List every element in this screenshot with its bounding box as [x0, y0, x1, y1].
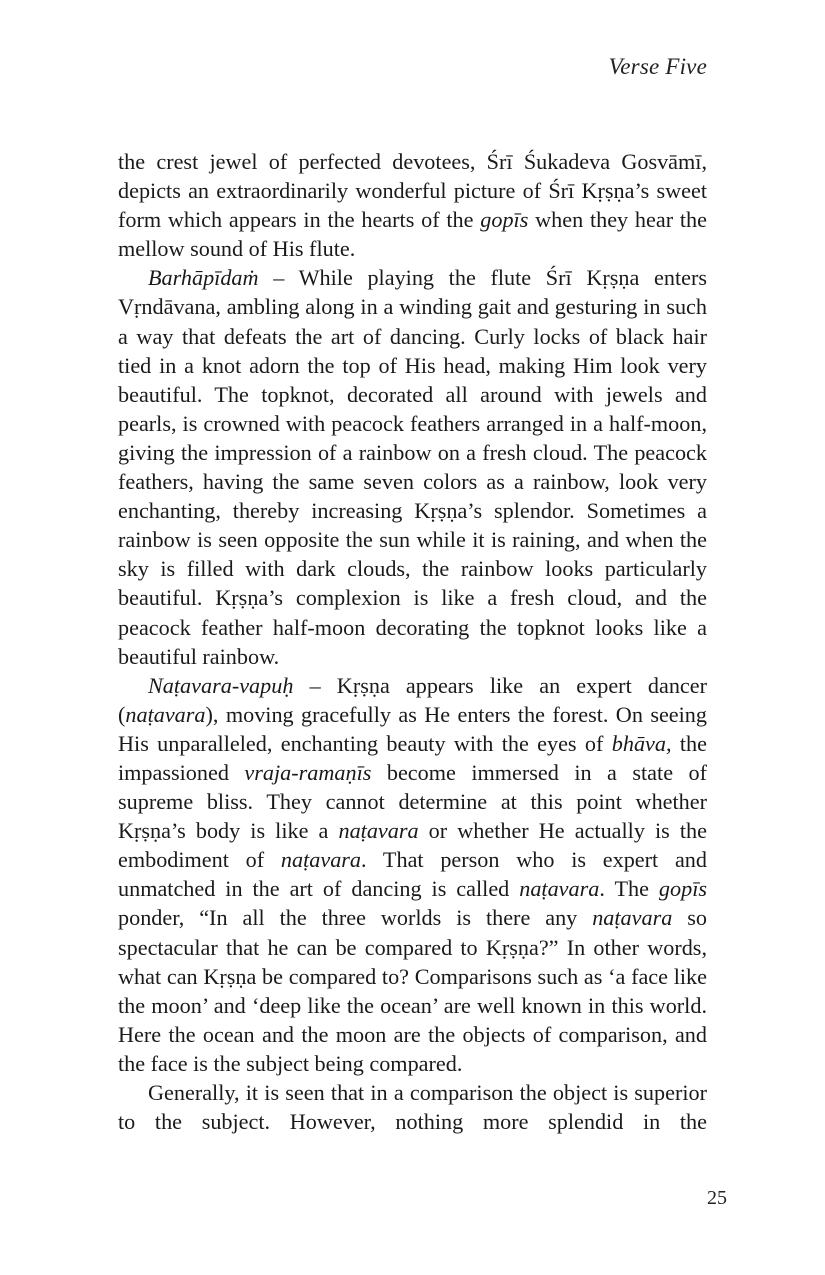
text-run: . That person who is expert and unmatched in the art of dancing is called [118, 847, 707, 902]
paragraph-4 [118, 1078, 707, 1136]
text-run: when they hear the mellow sound of His flute. [118, 207, 707, 262]
italic-term: bhāva, [611, 730, 672, 756]
italic-term: gopīs [480, 207, 529, 233]
text-run: the crest jewel of perfected devotees, Śrī Śukadeva Gosvāmī, depicts an extraordinarily wonderful picture of Śrī Kṛṣṇa’s sweet form which appears in the hearts of the [118, 149, 707, 233]
italic-term: naṭavara [280, 847, 362, 873]
text-run: – While playing the flute Śrī Kṛṣṇa enters Vṛndāvana, ambling along in a winding gait and gesturing in such a way that defeats the art of dancing. Curly locks of black hair tied in a knot adorn the top of His head, making Him look very beautiful. The topknot, decorated all around with jewels and pearls, is crowned with peacock feathers arranged in a half-moon, giving the impression of a rainbow on a fresh cloud. The peacock feathers, having the same seven colors as a rainbow, look very enchanting, thereby increasing Kṛṣṇa’s splendor. Sometimes a rainbow is seen opposite the sun while it is raining, and when the sky is filled with dark clouds, the rainbow looks particularly beautiful. Kṛṣṇa’s complexion is like a fresh cloud, and the peacock feather half-moon decorating the topknot looks like a beautiful rainbow. [118, 265, 707, 669]
italic-term: naṭavara [519, 876, 600, 902]
text-run: . The [599, 876, 659, 902]
text-run: ), moving gracefully as He enters the forest. On seeing His unparalleled, enchanting beauty with the eyes of [118, 701, 707, 756]
text-run: become immersed in a state of supreme bliss. They cannot determine at this point whether Kṛṣṇa’s body is like a [118, 759, 708, 844]
italic-term: vraja-ramaṇīs [244, 759, 372, 785]
italic-term: gopīs [658, 876, 708, 902]
text-run: the impassioned [118, 730, 707, 785]
text-run: – Kṛṣṇa appears like an expert dancer ( [118, 672, 707, 727]
running-head-title: Verse Five [608, 54, 707, 79]
text-run: ponder, “In all the three worlds is there any [118, 905, 593, 931]
text-run: so spectacular that he can be compared to Kṛṣṇa?” In other words, what can Kṛṣṇa be compared to? Comparisons such as ‘a face like the moon’ and ‘deep like the ocean’ are well known in this world. Here the ocean and the moon are the objects of comparison, and the face is the subject being compared. [118, 905, 707, 1076]
text-run: Generally, it is seen that in a comparison the object is superior to the subject. However, nothing more splendid in the [118, 1080, 707, 1135]
italic-term: Barhāpīdaṁ [148, 265, 259, 291]
italic-term: Naṭavara-vapuḥ [148, 672, 294, 698]
paragraph-3 [118, 671, 707, 1078]
body-text [118, 147, 707, 1136]
page-number: 25 [707, 1187, 727, 1209]
italic-term: naṭavara [125, 701, 206, 727]
italic-term: naṭavara [338, 818, 419, 844]
paragraph-2 [118, 263, 707, 670]
italic-term: naṭavara [592, 905, 673, 931]
paragraph-1 [118, 147, 707, 263]
text-run: or whether He actually is the embodiment of [118, 818, 707, 873]
